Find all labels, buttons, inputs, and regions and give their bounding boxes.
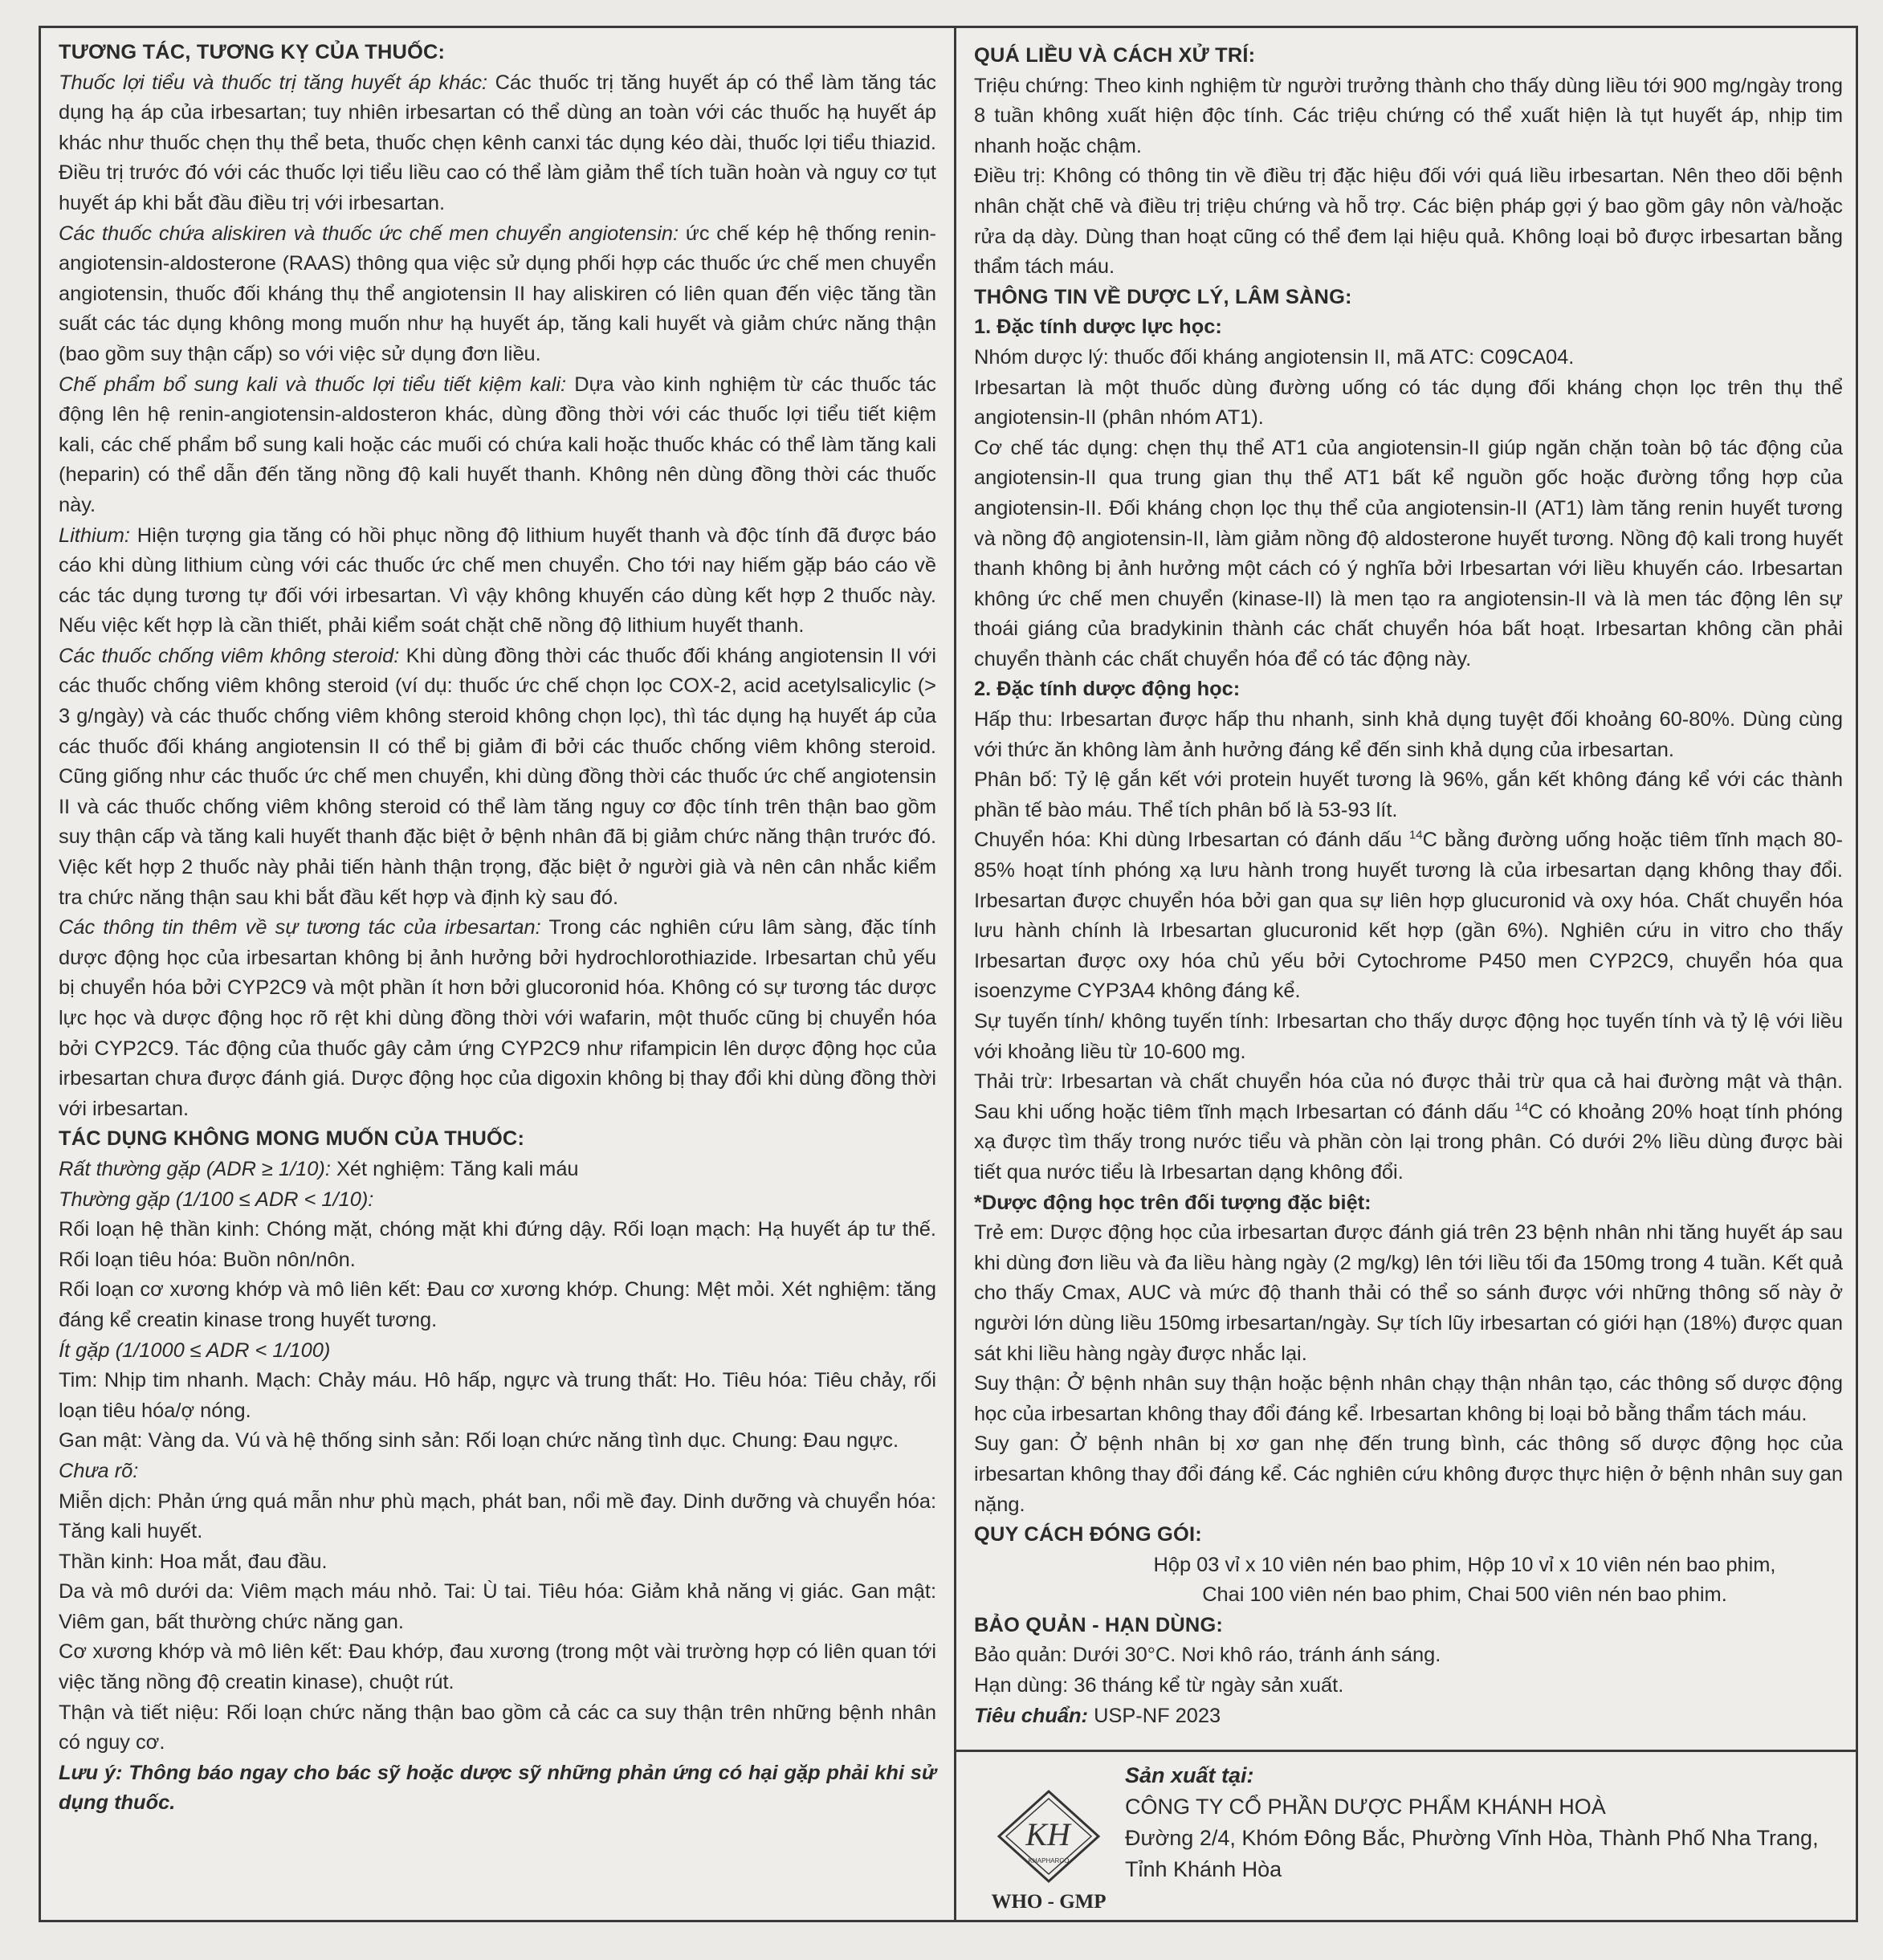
pk-elimination-a: Thải trừ: Irbesartan và chất chuyển hóa của nó được thải trừ qua cả hai đường mật và thận. Sau khi uống hoặc tiêm tĩnh mạch Irbesartan có đánh dấu [974, 1070, 1843, 1123]
interaction-other-text: Trong các nghiên cứu lâm sàng, đặc tính dược động học của irbesartan không bị ảnh hưởng bởi hydrochlorothiazide. Irbesartan chủ yếu bị chuyển hóa bởi CYP2C9 và một phần ít hơn bởi glucoronid hóa. Không có sự tương tác dược lực học và dược động học rõ rệt khi dùng đồng thời với wafarin, một thuốc cũng bị chuyển hóa bởi CYP2C9. Tác động của thuốc gây cảm ứng CYP2C9 như rifampicin lên dược động học của irbesartan chưa được đánh giá. Dược động học của digoxin không bị thay đổi khi dùng đồng thời với irbesartan. [59, 916, 936, 1120]
expiry-line: Hạn dùng: 36 tháng kể từ ngày sản xuất. [974, 1674, 1344, 1697]
adverse-heading: TÁC DỤNG KHÔNG MONG MUỐN CỦA THUỐC: [59, 1127, 525, 1151]
uncommon-paragraph-2: Gan mật: Vàng da. Vú và hệ thống sinh sản: Rối loạn chức năng tình dục. Chung: Đau ngực. [59, 1429, 899, 1453]
interaction-nsaids-text: Khi dùng đồng thời các thuốc đối kháng angiotensin II với các thuốc chống viêm không steroid (ví dụ: thuốc ức chế chọn lọc COX-2, acid acetylsalicylic (> 3 g/ngày) và các thuốc chống viêm không steroid không chọn lọc), thì tác dụng hạ huyết áp của các thuốc đối kháng angiotensin II có thể bị giảm đi bởi các thuốc chống viêm không steroid. Cũng giống như các thuốc ức chế men chuyển, khi dùng đồng thời các thuốc ức chế angiotensin II và các thuốc chống viêm không steroid có thể làm tăng nguy cơ độc tính trên thận bao gồm suy thận cấp và tăng kali huyết thanh đặc biệt ở bệnh nhân đã bị giảm chức năng thận trước đó. Việc kết hợp 2 thuốc này phải tiến hành thận trọng, đặc biệt ở người già và nên cân nhắc kiểm tra chức năng thận sau khi bắt đầu kết hợp và định kỳ sau đó. [59, 644, 936, 909]
pk-distribution: Phân bố: Tỷ lệ gắn kết với protein huyết tương là 96%, gắn kết không đáng kể với các thành phần tế bào máu. Thể tích phân bố là 53-93 lít. [974, 768, 1843, 821]
interaction-diuretics-text: Các thuốc trị tăng huyết áp có thể làm tăng tác dụng hạ áp của irbesartan; tuy nhiên irbesartan có thể dùng an toàn với các thuốc hạ huyết áp khác như thuốc chẹn thụ thể beta, thuốc chẹn kênh canxi tác dụng kéo dài, thuốc lợi tiểu thiazid. Điều trị trước đó với các thuốc lợi tiểu liều cao có thể làm giảm thể tích tuần hoàn và nguy cơ tụt huyết áp khi bắt đầu điều trị với irbesartan. [59, 71, 936, 214]
standard-line [974, 1701, 1843, 1732]
packaging-line-1: Hộp 03 vỉ x 10 viên nén bao phim, Hộp 10 vỉ x 10 viên nén bao phim, [1153, 1553, 1776, 1576]
unknown-paragraph-4: Cơ xương khớp và mô liên kết: Đau khớp, đau xương (trong một vài trường hợp có liên quan tới việc tăng nồng độ creatin kinase), chuột rút. [59, 1640, 936, 1694]
unknown-label: Chưa rõ: [59, 1459, 139, 1482]
manufacturer-block [956, 1750, 1856, 1920]
interaction-diuretics [59, 68, 936, 219]
pharmacokinetics-heading: 2. Đặc tính dược động học: [974, 678, 1241, 701]
uncommon-label: Ít gặp (1/1000 ≤ ADR < 1/100) [59, 1339, 331, 1362]
unknown-paragraph-5: Thận và tiết niệu: Rối loạn chức năng thận bao gồm cả các ca suy thận trên những bệnh nhân có nguy cơ. [59, 1701, 936, 1754]
common-paragraph-1: Rối loạn hệ thần kinh: Chóng mặt, chóng mặt khi đứng dậy. Rối loạn mạch: Hạ huyết áp tư thế. Rối loạn tiêu hóa: Buồn nôn/nôn. [59, 1218, 936, 1271]
pharmacology-heading: THÔNG TIN VỀ DƯỢC LÝ, LÂM SÀNG: [974, 285, 1352, 308]
interaction-aliskiren-text: ức chế kép hệ thống renin-angiotensin-aldosterone (RAAS) thông qua việc sử dụng phối hợp các thuốc ức chế men chuyển angiotensin, thuốc đối kháng thụ thể angiotensin II hay aliskiren có liên quan đến việc tăng tần suất các tác dụng không mong muốn như hạ huyết áp, tăng kali huyết và giảm chức năng thận (bao gồm suy thận cấp) so với việc sử dụng đơn liều. [59, 222, 936, 365]
pk-metabolism [974, 825, 1843, 1007]
interaction-nsaids-lead: Các thuốc chống viêm không steroid: [59, 644, 400, 667]
pk-metabolism-a: Chuyển hóa: Khi dùng Irbesartan có đánh dấu [974, 829, 1409, 852]
pharmacodynamics-group: Nhóm dược lý: thuốc đối kháng angiotensin II, mã ATC: C09CA04. [974, 345, 1575, 369]
who-gmp-label: WHO - GMP [991, 1891, 1107, 1913]
pk-absorption: Hấp thu: Irbesartan được hấp thu nhanh, sinh khả dụng tuyệt đối khoảng 60-80%. Dùng cùng với thức ăn không làm ảnh hưởng đáng kể đến sinh khả dụng của irbesartan. [974, 708, 1843, 761]
pk-elimination [974, 1067, 1843, 1188]
pharmacodynamics-mechanism: Cơ chế tác dụng: chẹn thụ thể AT1 của angiotensin-II giúp ngăn chặn toàn bộ tác động của angiotensin-II qua trung gian thụ thể AT1 bất kể nguồn gốc hoặc đường tổng hợp của angiotensin-II. Đối kháng chọn lọc thụ thể của angiotensin-II (AT1) làm tăng renin huyết tương và nồng độ angiotensin-II, làm giảm nồng độ aldosterone huyết tương. Nồng độ kali trong huyết thanh không bị ảnh hưởng một cách có ý nghĩa bởi Irbesartan với liều khuyến cáo. Irbesartan không ức chế men chuyển (kinase-II) là men tạo ra angiotensin-II và là men tác động lên sự thoái giáng của bradykinin thành các chất chuyển hóa bất hoạt. Irbesartan không cần phải chuyển thành các chất chuyển hóa để có tác động này. [974, 436, 1843, 670]
right-content [974, 38, 1843, 1743]
manufacturer-address-2: Tỉnh Khánh Hòa [1125, 1857, 1282, 1881]
manufacturer-name: CÔNG TY CỔ PHẦN DƯỢC PHẨM KHÁNH HOÀ [1125, 1795, 1606, 1819]
storage-conditions: Bảo quản: Dưới 30°C. Nơi khô ráo, tránh ánh sáng. [974, 1644, 1441, 1667]
isotope-superscript: 14 [1408, 828, 1423, 842]
khapharco-logo-icon [997, 1789, 1101, 1884]
manufacturer-info [1125, 1760, 1819, 1885]
unknown-paragraph-3: Da và mô dưới da: Viêm mạch máu nhỏ. Tai: Ù tai. Tiêu hóa: Giảm khả năng vị giác. Gan mật: Viêm gan, bất thường chức năng gan. [59, 1580, 936, 1633]
overdose-symptoms: Triệu chứng: Theo kinh nghiệm từ người trưởng thành cho thấy dùng liều tới 900 mg/ngày trong 8 tuần không xuất hiện độc tính. Các triệu chứng có thể xuất hiện là tụt huyết áp, nhịp tim nhanh hoặc chậm. [974, 74, 1843, 157]
storage-heading: BẢO QUẢN - HẠN DÙNG: [974, 1613, 1224, 1636]
packaging-heading: QUY CÁCH ĐÓNG GÓI: [974, 1523, 1202, 1546]
special-children: Trẻ em: Dược động học của irbesartan được đánh giá trên 23 bệnh nhân nhi tăng huyết áp sau khi dùng đơn liều và đa liều hàng ngày (2 mg/kg) lên tới liều tối đa 150mg trong 4 tuần. Kết quả cho thấy Cmax, AUC và mức độ thanh thải có thể so sánh được với những thông số này ở người lớn dùng liều 150mg irbesartan/ngày. Sự tích lũy irbesartan có giới hạn (18%) được quan sát khi liều hàng ngày được nhắc lại. [974, 1221, 1843, 1365]
packaging-line-2: Chai 100 viên nén bao phim, Chai 500 viên nén bao phim. [1202, 1583, 1727, 1607]
left-column [41, 28, 956, 1920]
interactions-heading: TƯƠNG TÁC, TƯƠNG KỴ CỦA THUỐC: [59, 41, 446, 63]
unknown-paragraph-2: Thần kinh: Hoa mắt, đau đầu. [59, 1550, 328, 1573]
company-logo [988, 1789, 1109, 1917]
overdose-heading: QUÁ LIỀU VÀ CÁCH XỬ TRÍ: [974, 44, 1256, 67]
interaction-lithium-lead: Lithium: [59, 524, 130, 547]
pharmacodynamics-description: Irbesartan là một thuốc dùng đường uống có tác dụng đối kháng chọn lọc trên thụ thể angiotensin-II (phân nhóm AT1). [974, 376, 1843, 430]
pk-metabolism-b: C bằng đường uống hoặc tiêm tĩnh mạch 80-85% hoạt tính phóng xạ lưu hành trong huyết tương là của irbesartan dạng không thay đổi. Irbesartan được chuyển hóa bởi gan qua sự liên hợp glucuronid và oxy hóa. Chất chuyển hóa lưu hành chính là Irbesartan glucuronid kết hợp (gần 6%). Nghiên cứu in vitro cho thấy Irbesartan được oxy hóa chủ yếu bởi Cytochrome P450 men CYP2C9, chuyển hóa qua isoenzyme CYP3A4 không đáng kể. [974, 829, 1843, 1003]
interaction-potassium-text: Dựa vào kinh nghiệm từ các thuốc tác động lên hệ renin-angiotensin-aldosteron khác, dùng đồng thời với các thuốc lợi tiểu tiết kiệm kali, các chế phẩm bổ sung kali hoặc các muối có chứa kali hoặc thuốc khác có thể làm tăng kali (heparin) có thể dẫn đến tăng nồng độ kali huyết thanh. Không nên dùng đồng thời các thuốc này. [59, 373, 937, 516]
interaction-aliskiren [59, 219, 936, 370]
adverse-note: Lưu ý: Thông báo ngay cho bác sỹ hoặc dược sỹ những phản ứng có hại gặp phải khi sử dụng thuốc. [59, 1761, 936, 1815]
pk-elimination-b: C có khoảng 20% hoạt tính phóng xạ được tìm thấy trong nước tiểu và phần còn lại trong phân. Có dưới 2% liều dùng được bài tiết qua nước tiểu là Irbesartan dạng không đổi. [974, 1100, 1843, 1184]
logo-letters: KH [1025, 1816, 1070, 1852]
common-label: Thường gặp (1/100 ≤ ADR < 1/10): [59, 1188, 374, 1211]
standard-value: USP-NF 2023 [1088, 1704, 1221, 1727]
interaction-nsaids [59, 642, 936, 913]
manufacturer-address-1: Đường 2/4, Khóm Đông Bắc, Phường Vĩnh Hòa, Thành Phố Nha Trang, [1125, 1826, 1819, 1850]
interaction-lithium-text: Hiện tượng gia tăng có hồi phục nồng độ lithium huyết thanh và độc tính đã được báo cáo khi dùng lithium cùng với các thuốc ức chế men chuyển. Cho tới nay hiếm gặp báo cáo về các tác dụng tương tự đối với irbesartan. Vì vậy không khuyến cáo dùng kết hợp 2 thuốc này. Nếu việc kết hợp là cần thiết, phải kiểm soát chặt chẽ nồng độ lithium huyết thanh. [59, 524, 936, 638]
uncommon-paragraph-1: Tim: Nhịp tim nhanh. Mạch: Chảy máu. Hô hấp, ngực và trung thất: Ho. Tiêu hóa: Tiêu chảy, rối loạn tiêu hóa/ợ nóng. [59, 1369, 936, 1422]
interaction-aliskiren-lead: Các thuốc chứa aliskiren và thuốc ức chế men chuyển angiotensin: [59, 222, 679, 245]
interaction-lithium [59, 521, 936, 642]
manufacturer-label: Sản xuất tại: [1125, 1763, 1254, 1787]
overdose-treatment: Điều trị: Không có thông tin về điều trị đặc hiệu đối với quá liều irbesartan. Nên theo dõi bệnh nhân chặt chẽ và điều trị triệu chứng và hỗ trợ. Các biện pháp gợi ý bao gồm gây nôn và/hoặc rửa dạ dày. Dùng than hoạt cũng có thể đem lại hiệu quả. Không loại bỏ được irbesartan bằng thẩm tách máu. [974, 165, 1843, 279]
interaction-potassium-lead: Chế phẩm bổ sung kali và thuốc lợi tiểu tiết kiệm kali: [59, 373, 567, 396]
very-common-line [59, 1155, 936, 1185]
leaflet-sheet [39, 26, 1858, 1922]
very-common-label: Rất thường gặp (ADR ≥ 1/10): [59, 1157, 331, 1180]
interaction-diuretics-lead: Thuốc lợi tiểu và thuốc trị tăng huyết áp khác: [59, 71, 488, 94]
special-renal: Suy thận: Ở bệnh nhân suy thận hoặc bệnh nhân chạy thận nhân tạo, các thông số dược động học của irbesartan không thay đổi đáng kể. Irbesartan không bị loại bỏ bằng thẩm tách máu. [974, 1372, 1843, 1425]
right-column [956, 28, 1856, 1920]
common-paragraph-2: Rối loạn cơ xương khớp và mô liên kết: Đau cơ xương khớp. Chung: Mệt mỏi. Xét nghiệm: tăng đáng kể creatin kinase trong huyết tương. [59, 1278, 936, 1331]
interaction-other-lead: Các thông tin thêm về sự tương tác của irbesartan: [59, 916, 541, 939]
pharmacodynamics-heading: 1. Đặc tính dược lực học: [974, 316, 1222, 339]
logo-caption: KHAPHARCO [1028, 1857, 1070, 1864]
special-populations-heading: *Dược động học trên đối tượng đặc biệt: [974, 1191, 1371, 1214]
unknown-paragraph-1: Miễn dịch: Phản ứng quá mẫn như phù mạch, phát ban, nổi mề đay. Dinh dưỡng và chuyển hóa: Tăng kali huyết. [59, 1489, 936, 1543]
interaction-other [59, 913, 936, 1124]
special-hepatic: Suy gan: Ở bệnh nhân bị xơ gan nhẹ đến trung bình, các thông số dược động học của irbesartan không thay đổi đáng kể. Các nghiên cứu không được thực hiện ở bệnh nhân suy gan nặng. [974, 1432, 1843, 1516]
standard-label: Tiêu chuẩn: [974, 1704, 1089, 1727]
very-common-text: Xét nghiệm: Tăng kali máu [330, 1157, 579, 1180]
pk-linearity: Sự tuyến tính/ không tuyến tính: Irbesartan cho thấy dược động học tuyến tính và tỷ lệ với liều với khoảng liều từ 10-600 mg. [974, 1010, 1843, 1063]
interaction-potassium [59, 370, 936, 521]
isotope-superscript: 14 [1514, 1100, 1529, 1114]
